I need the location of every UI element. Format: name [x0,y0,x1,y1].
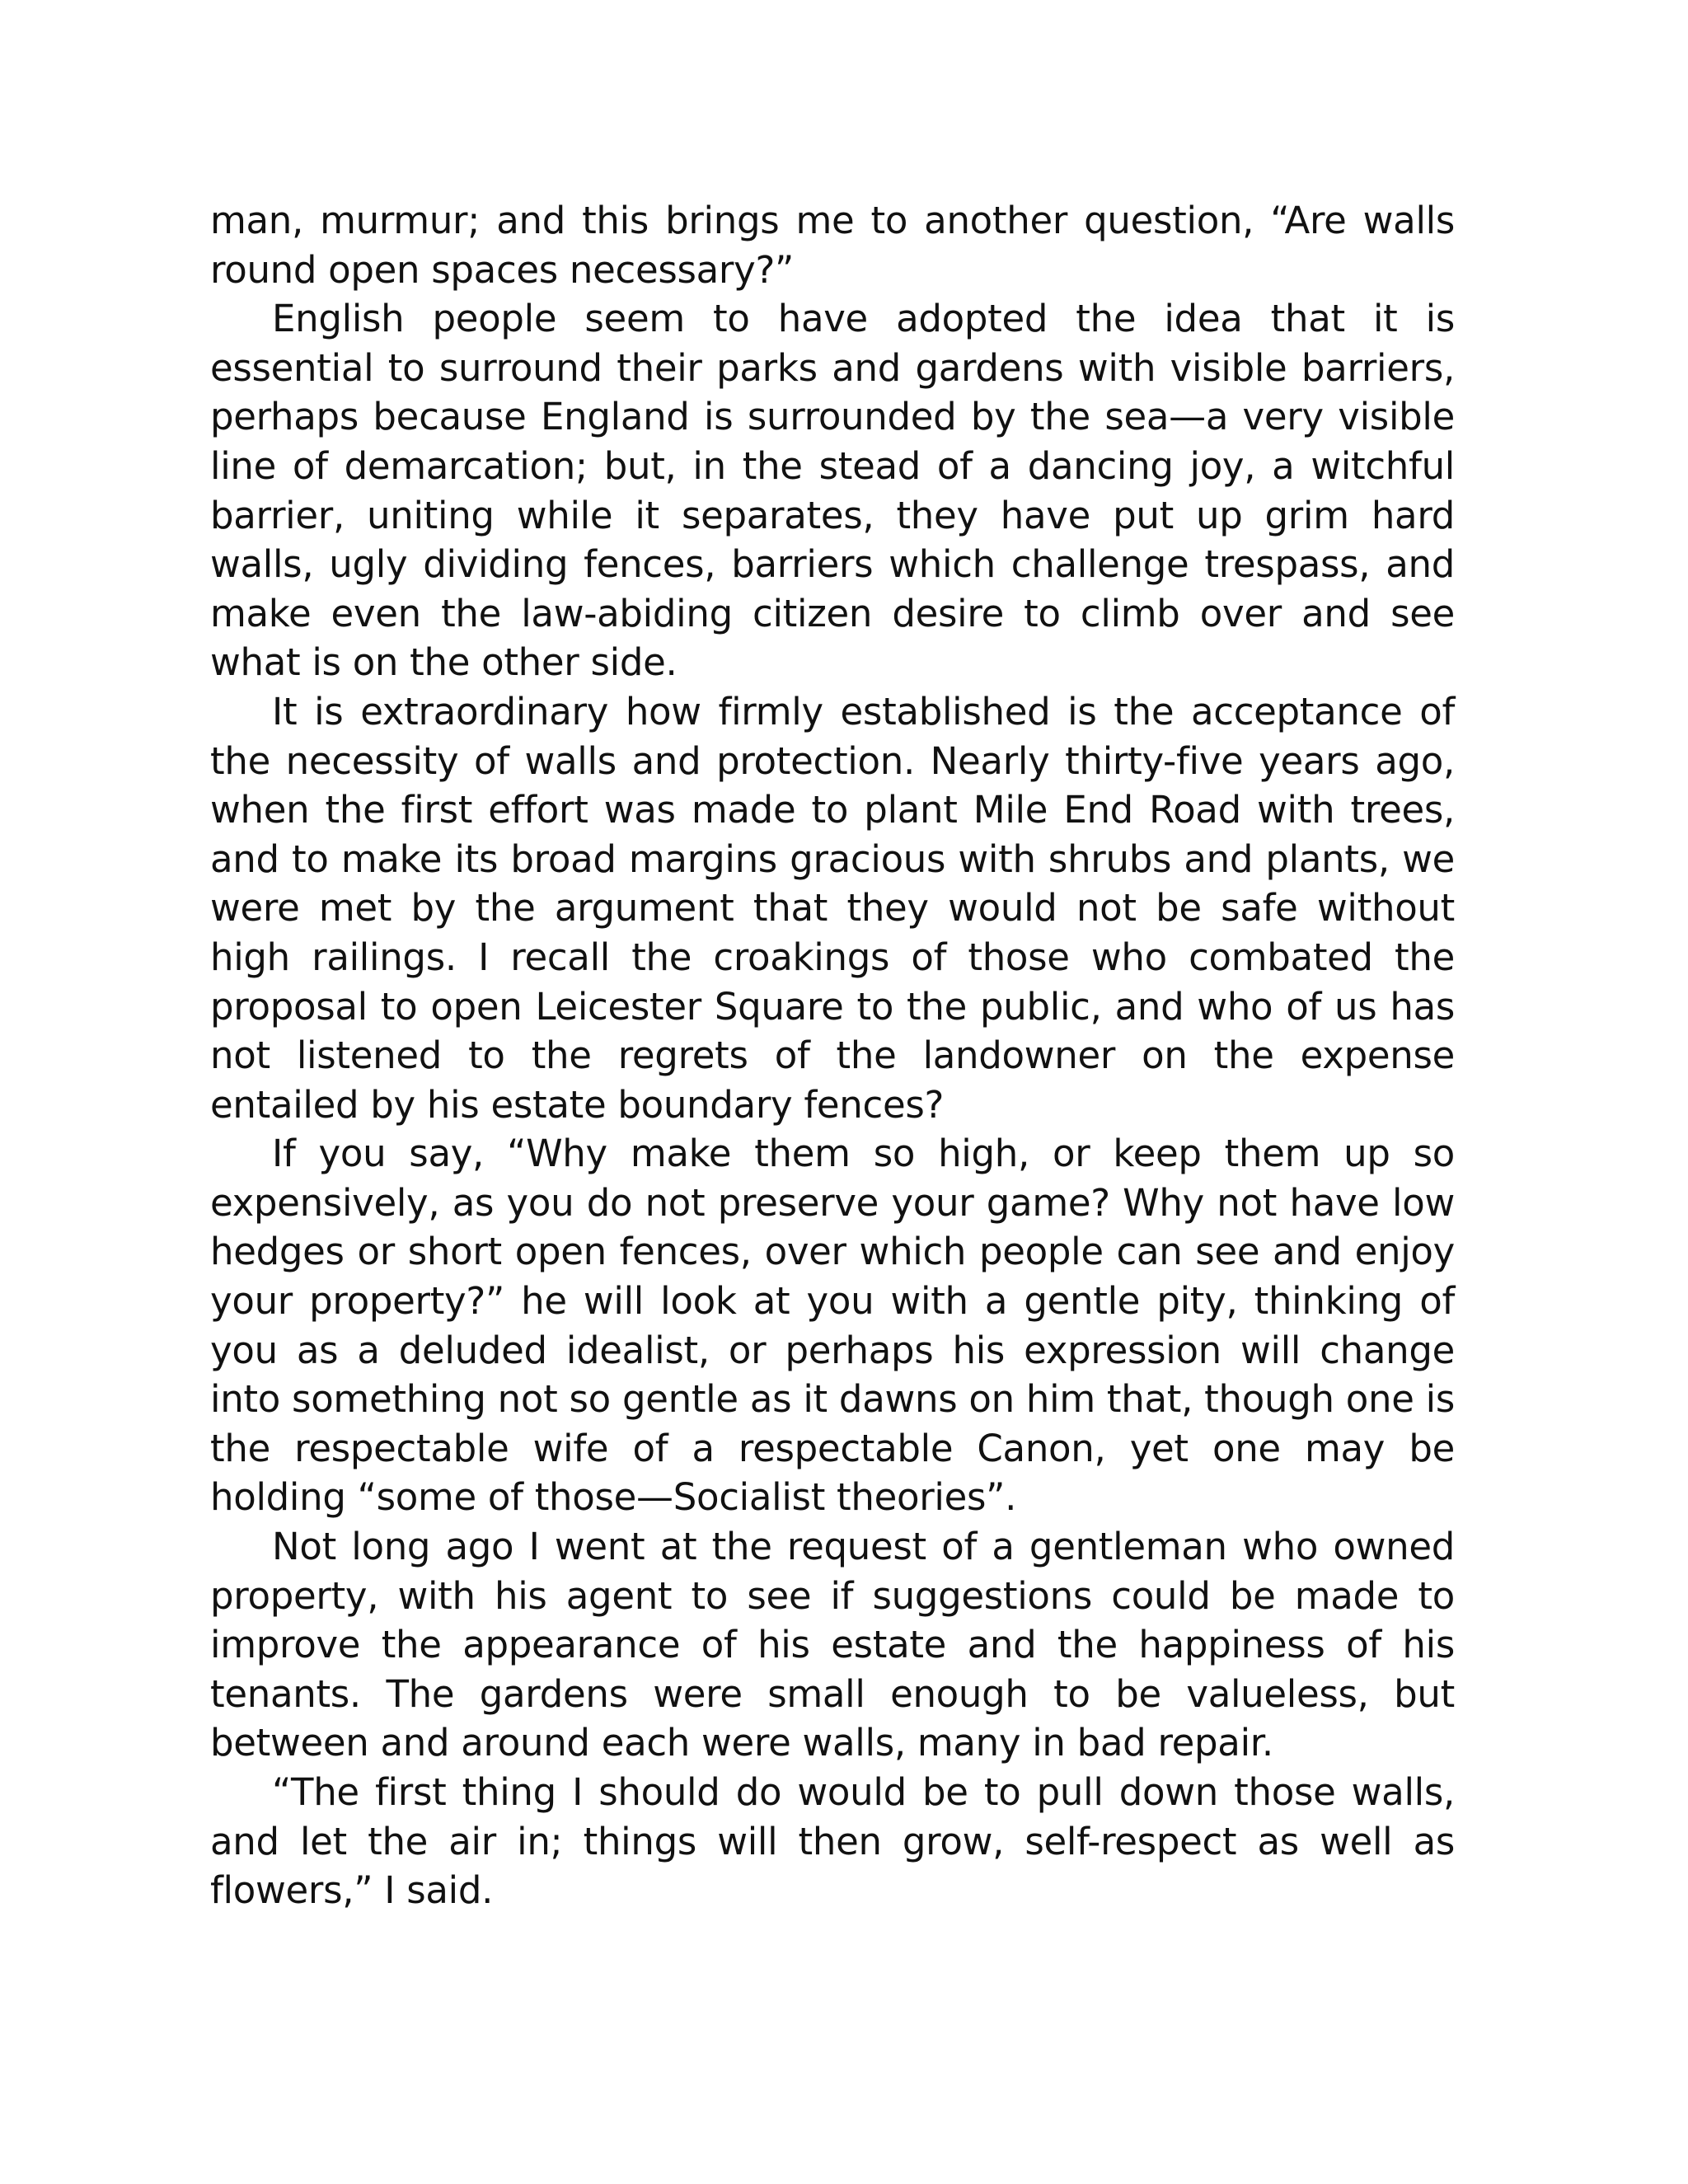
paragraph-not-long-ago: Not long ago I went at the request of a gentleman who owned property, with his agent to see if suggestions could be made to improve the appearance of his estate and the happiness of his tenants. The gardens were small enough to be valueless, but between and around each were walls, many in bad repair. [210,1525,1455,1765]
paragraph-continuation: man, murmur; and this brings me to another question, “Are walls round open spaces necessary?” [210,199,1455,292]
paragraph-walls-protection: It is extraordinary how firmly established is the acceptance of the necessity of walls and protection. Nearly thirty-five years ago, when the first effort was made to plant Mile End Road with trees, and to make its broad margins gracious with shrubs and plants, we were met by the argument that they would not be safe without high railings. I recall the croakings of those who combated the proposal to open Leicester Square to the public, and who of us has not listened to the regrets of the landowner on the expense entailed by his estate boundary fences? [210,689,1455,1127]
paragraph-if-you-say: If you say, “Why make them so high, or keep them up so expensively, as you do not preserve your game? Why not have low hedges or short open fences, over which people can see and enjoy your property?” he will look at you with a gentle pity, thinking of you as a deluded idealist, or perhaps his expression will change into something not so gentle as it dawns on him that, though one is the respectable wife of a respectable Canon, yet one may be holding “some of those—Socialist theories”. [210,1132,1455,1520]
body-text [210,196,1455,1915]
paragraph-first-thing: “The first thing I should do would be to pull down those walls, and let the air in; things will then grow, self-respect as well as flowers,” I said. [210,1770,1455,1913]
paragraph-english-people: English people seem to have adopted the idea that it is essential to surround their parks and gardens with visible barriers, perhaps because England is surrounded by the sea—a very visible line of demarcation; but, in the stead of a dancing joy, a witchful barrier, uniting while it separates, they have put up grim hard walls, ugly dividing fences, barriers which challenge trespass, and make even the law-abiding citizen desire to climb over and see what is on the other side. [210,297,1455,685]
